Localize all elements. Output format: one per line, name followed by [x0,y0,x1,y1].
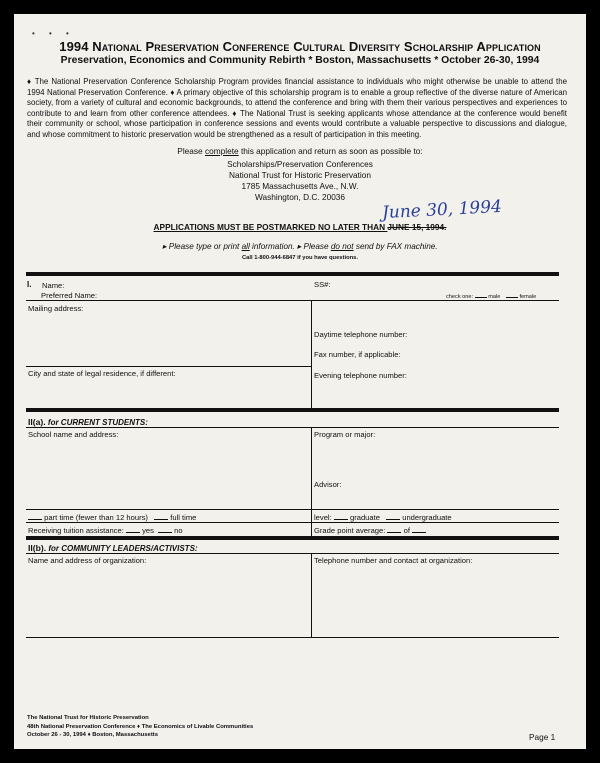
row-divider [26,366,311,367]
column-divider [311,300,312,408]
female-checkbox[interactable] [506,292,518,298]
row-divider [26,509,559,510]
handwritten-revised-deadline: June 30, 1994 [381,196,503,224]
section-2b-heading: II(b). for COMMUNITY LEADERS/ACTIVISTS: [28,543,198,553]
tuition-no-checkbox[interactable] [158,525,172,533]
return-instruction: Please complete this application and return as soon as possible to: [177,146,423,156]
footer: The National Trust for Historic Preservation 48th National Preservation Conference ♦ The Economics of Livable Communities October 26 - 30, 1994 ♦ Boston, Massachusetts [27,715,254,739]
address-line: 1785 Massachusetts Ave., N.W. [241,181,359,191]
gpa-scale-input[interactable] [412,525,426,533]
phone-help-line: Call 1-800-944-6847 if you have questions. [242,255,358,261]
evening-phone-label: Evening telephone number: [314,371,407,380]
gpa-value-input[interactable] [387,525,401,533]
male-checkbox[interactable] [475,292,487,298]
address-line: National Trust for Historic Preservation [228,170,372,180]
mailing-address-label: Mailing address: [28,304,84,313]
section-divider [26,536,559,540]
part-time-checkbox[interactable] [28,512,42,520]
complete-emphasis: complete [204,146,239,156]
preferred-name-label: Preferred Name: [41,291,98,300]
gpa-field: Grade point average: of [314,525,426,535]
struck-deadline: JUNE 15, 1994. [387,222,447,232]
ss-number-label: SS#: [314,280,331,289]
mailing-address-field[interactable] [28,314,308,364]
column-divider [311,553,312,638]
daytime-phone-label: Daytime telephone number: [314,330,408,339]
deadline-notice: APPLICATIONS MUST BE POSTMARKED NO LATER THAN JUNE 15, 1994. [153,222,447,232]
full-time-checkbox[interactable] [154,512,168,520]
intro-paragraph: ♦ The National Preservation Conference Scholarship Program provides financial assistance to individuals who might otherwise be unable to attend the 1994 National Preservation Conference. ♦ A primary objective of this scholarship program is to enable a group reflective of the diverse nature of American society, from a variety of cultural and economic backgrounds, to attend the conference and bring with them their various perspectives and experiences to contribute to and learn from other conference attendees. ♦ The National Trust is seeking applicants whose attendance at the conference would benefit their community or school, whose participation in conference sessions and events would contribute a valuable perspective to discussions and dialogue, and whose commitment to historic preservation would be strengthened as a result of participation in this meeting. [27,77,567,139]
submission-instructions: ▸ Please type or print all information. ▸ Please do not send by FAX machine. [162,242,438,251]
row-divider [26,300,559,301]
legal-residence-label: City and state of legal residence, if different: [28,369,176,378]
fax-label: Fax number, if applicable: [314,350,401,359]
row-divider [26,637,559,638]
school-name-label: School name and address: [28,430,119,439]
page-subtitle: Preservation, Economics and Community Rebirth * Boston, Massachusetts * October 26-30, 1994 [60,55,540,66]
application-page [14,14,586,749]
organization-field[interactable] [28,566,308,636]
row-divider [26,553,559,554]
page-title: 1994 National Preservation Conference Cultural Diversity Scholarship Application [59,39,541,54]
gender-check: check one: male female [446,294,537,300]
tuition-assistance: Receiving tuition assistance: yes no [28,526,183,535]
undergraduate-checkbox[interactable] [386,512,400,520]
row-divider [26,522,559,523]
advisor-label: Advisor: [314,480,342,489]
section-1-heading: I. [27,280,32,289]
row-divider [26,427,559,428]
section-divider [26,408,559,412]
enrollment-status: part time (fewer than 12 hours) full time [28,512,196,522]
organization-label: Name and address of organization: [28,556,147,565]
graduate-checkbox[interactable] [334,512,348,520]
tuition-yes-checkbox[interactable] [126,525,140,533]
name-label: Name: [42,281,65,290]
section-2a-heading: II(a). for CURRENT STUDENTS: [28,417,148,427]
punch-marks: • • • [32,29,75,38]
section-divider [26,272,559,276]
address-line: Washington, D.C. 20036 [254,192,346,202]
org-phone-contact-label: Telephone number and contact at organization: [314,556,473,565]
column-divider [311,427,312,537]
page-number: Page 1 [529,732,556,742]
org-contact-field[interactable] [314,566,558,636]
address-line: Scholarships/Preservation Conferences [227,159,373,169]
level-selection: level: graduate undergraduate [314,513,452,522]
program-major-label: Program or major: [314,430,376,439]
